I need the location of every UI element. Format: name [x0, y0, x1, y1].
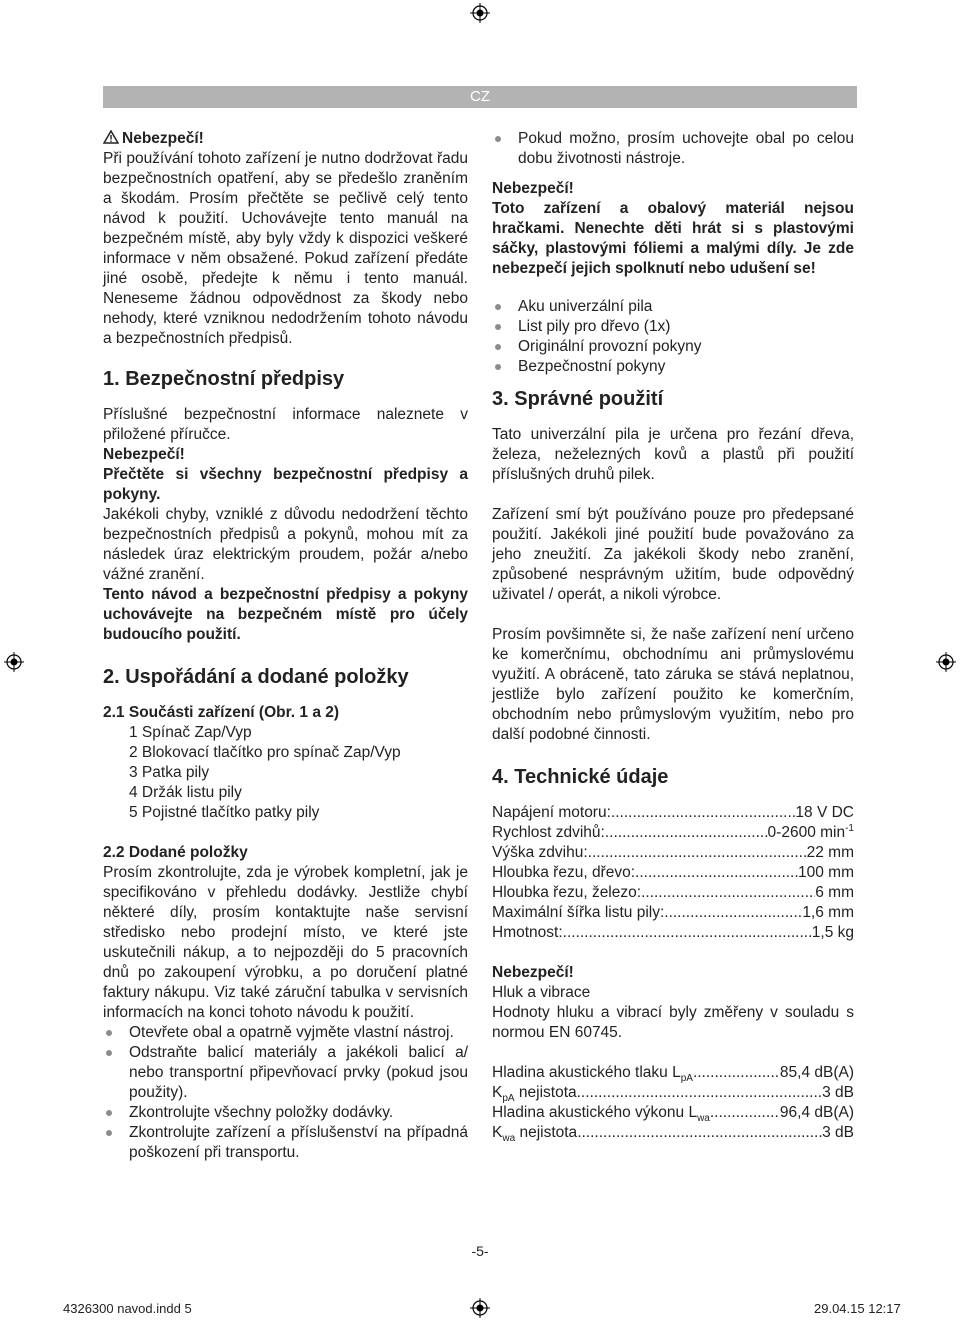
list-item: Originální provozní pokyny: [492, 337, 854, 357]
parts-list: [103, 723, 468, 823]
spec-row: Hloubka řezu, dřevo: ..... 100 mm: [492, 863, 854, 883]
packaging-warning: Nebezpečí!: [492, 180, 574, 197]
section-1-bold: Přečtěte si všechny bezpečnostní předpisy a pokyny.: [103, 466, 468, 503]
spec-row: Napájení motoru: ..... 18 V DC: [492, 803, 854, 823]
intro-text: Při používání tohoto zařízení je nutno dodržovat řadu bezpečnostních opatření, aby se předešlo zraněním a škodám. Prosím přečtěte se pečlivě celý tento návod k použití. Uchovávejte tento manuál na bezpečném místě, aby byly vždy k dispozici veškeré informace v něm obsažené. Pokud zařízení předáte jiné osobě, předejte k němu i tento manuál. Neneseme žádnou odpovědnost za škody nebo nehody, které vzniknou nedodržením tohoto návodu a bezpečnostních předpisů.: [103, 150, 468, 347]
list-item: 5 Pojistné tlačítko patky pily: [129, 804, 320, 821]
section-2-1-title: 2.1 Součásti zařízení (Obr. 1 a 2): [103, 704, 340, 721]
spec-row: Maximální šířka listu pily: ..... 1,6 mm: [492, 903, 854, 923]
noise-warning: Nebezpečí!: [492, 964, 574, 981]
spec-row: Výška zdvihu: ..... 22 mm: [492, 843, 854, 863]
spec-row: Hloubka řezu, železo: ..... 6 mm: [492, 883, 854, 903]
registration-mark-icon: [470, 1298, 490, 1318]
list-item: Zkontrolujte všechny položky dodávky.: [103, 1103, 468, 1123]
registration-mark-icon: [470, 3, 490, 23]
section-3-text-2: Zařízení smí být používáno pouze pro předepsané použití. Jakékoli jiné použití bude považováno za jeho zneužití. Za jakékoli škody nebo zranění, způsobené nesprávným užitím, bude odpovědný uživatel / operát, a nikoli výrobce.: [492, 506, 854, 603]
delivery-list: [492, 297, 854, 377]
section-2-2-text: Prosím zkontrolujte, zda je výrobek kompletní, jak je specifikováno v přehledu dodávky. Jestliže chybí některé díly, prosím kontaktujte naše servisní středisko nebo prodejní místo, ve které jste uskutečnili nákup, a to nejpozději do 5 pracovních dnů po zakoupení výrobku, a po doručení platné faktury nákupu. Viz také záruční tabulka v servisních informacích na konci tohoto návodu k použití.: [103, 864, 468, 1021]
section-3-text-1: Tato univerzální pila je určena pro řezání dřeva, železa, neželezných kovů a plastů při použití příslušných druhů pilek.: [492, 426, 854, 483]
spec-table: [492, 803, 854, 943]
section-1-warning: Nebezpečí!: [103, 446, 185, 463]
list-item: 3 Patka pily: [129, 764, 210, 781]
language-code: CZ: [470, 88, 490, 105]
section-3-title: 3. Správné použití: [492, 388, 664, 410]
list-item: Bezpečnostní pokyny: [492, 357, 854, 377]
language-bar: [103, 86, 857, 108]
check-list: [103, 1023, 468, 1163]
list-item: 4 Držák listu pily: [129, 784, 242, 801]
noise-text: Hodnoty hluku a vibrací byly změřeny v souladu s normou EN 60745.: [492, 1004, 854, 1041]
list-item: Otevřete obal a opatrně vyjměte vlastní nástroj.: [103, 1023, 468, 1043]
right-column: [492, 129, 854, 1143]
section-2-2-title: 2.2 Dodané položky: [103, 844, 248, 861]
registration-mark-icon: [4, 652, 24, 672]
section-4-title: 4. Technické údaje: [492, 766, 669, 788]
registration-mark-icon: [936, 652, 956, 672]
page-number: -5-: [471, 1243, 489, 1259]
section-1-text-2: Jakékoli chyby, vzniklé z důvodu nedodržení těchto bezpečnostních předpisů a pokynů, mohou mít za následek úraz elektrickým proudem, požár a/nebo vážné zranění.: [103, 506, 468, 583]
spec-row: Hmotnost: ..... 1,5 kg: [492, 923, 854, 943]
section-3-text-3: Prosím povšimněte si, že naše zařízení není určeno ke komerčnímu, obchodnímu ani průmyslovému využití. A obráceně, tato záruka se stává neplatnou, jestliže bylo zařízení použito ke komerčním, obchodním nebo průmyslovým využitím, nebo pro další podobné činnosti.: [492, 626, 854, 743]
spec-row: Rychlost zdvihů: ..... 0-2600 $\min^{-1}$: [492, 823, 854, 843]
spec-row: Hladina akustického tlaku $L_{pA}$ ..... 85,4 dB(A): [492, 1063, 854, 1083]
packaging-list: [492, 129, 854, 169]
left-column: [103, 129, 468, 1163]
section-1-text: Příslušné bezpečnostní informace naleznete v přiložené příručce.: [103, 406, 468, 443]
file-info: 4326300 navod.indd 5: [63, 1301, 192, 1316]
list-item: Zkontrolujte zařízení a příslušenství na případná poškození při transportu.: [103, 1123, 468, 1163]
spec-row: $K_{pA}$ nejistota ..... 3 dB: [492, 1083, 854, 1103]
spec-row: $K_{wa}$ nejistota ..... 3 dB: [492, 1123, 854, 1143]
list-item: List pily pro dřevo (1x): [492, 317, 854, 337]
intro-warning: Nebezpečí!: [103, 129, 468, 149]
date-time: 29.04.15 12:17: [814, 1301, 901, 1316]
section-2-title: 2. Uspořádání a dodané položky: [103, 666, 409, 688]
acoustic-table: [492, 1063, 854, 1143]
noise-title: Hluk a vibrace: [492, 984, 591, 1001]
list-item: Pokud možno, prosím uchovejte obal po celou dobu životnosti nástroje.: [492, 129, 854, 169]
list-item: 1 Spínač Zap/Vyp: [129, 724, 252, 741]
section-1-bold-2: Tento návod a bezpečnostní předpisy a pokyny uchovávejte na bezpečném místě pro účely budoucího použití.: [103, 586, 468, 643]
section-1-title: 1. Bezpečnostní předpisy: [103, 368, 345, 390]
list-item: Odstraňte balicí materiály a jakékoli balicí a/ nebo transportní připevňovací prvky (pokud jsou použity).: [103, 1043, 468, 1103]
spec-row: Hladina akustického výkonu $L_{wa}$ ..... 96,4 dB(A): [492, 1103, 854, 1123]
packaging-warning-text: Toto zařízení a obalový materiál nejsou hračkami. Nenechte děti hrát si s plastovými sáčky, plastovými fóliemi a malými díly. Je zde nebezpečí jejich spolknutí nebo udušení se!: [492, 200, 854, 277]
list-item: 2 Blokovací tlačítko pro spínač Zap/Vyp: [129, 744, 401, 761]
warning-triangle-icon: [103, 130, 119, 144]
list-item: Aku univerzální pila: [492, 297, 854, 317]
